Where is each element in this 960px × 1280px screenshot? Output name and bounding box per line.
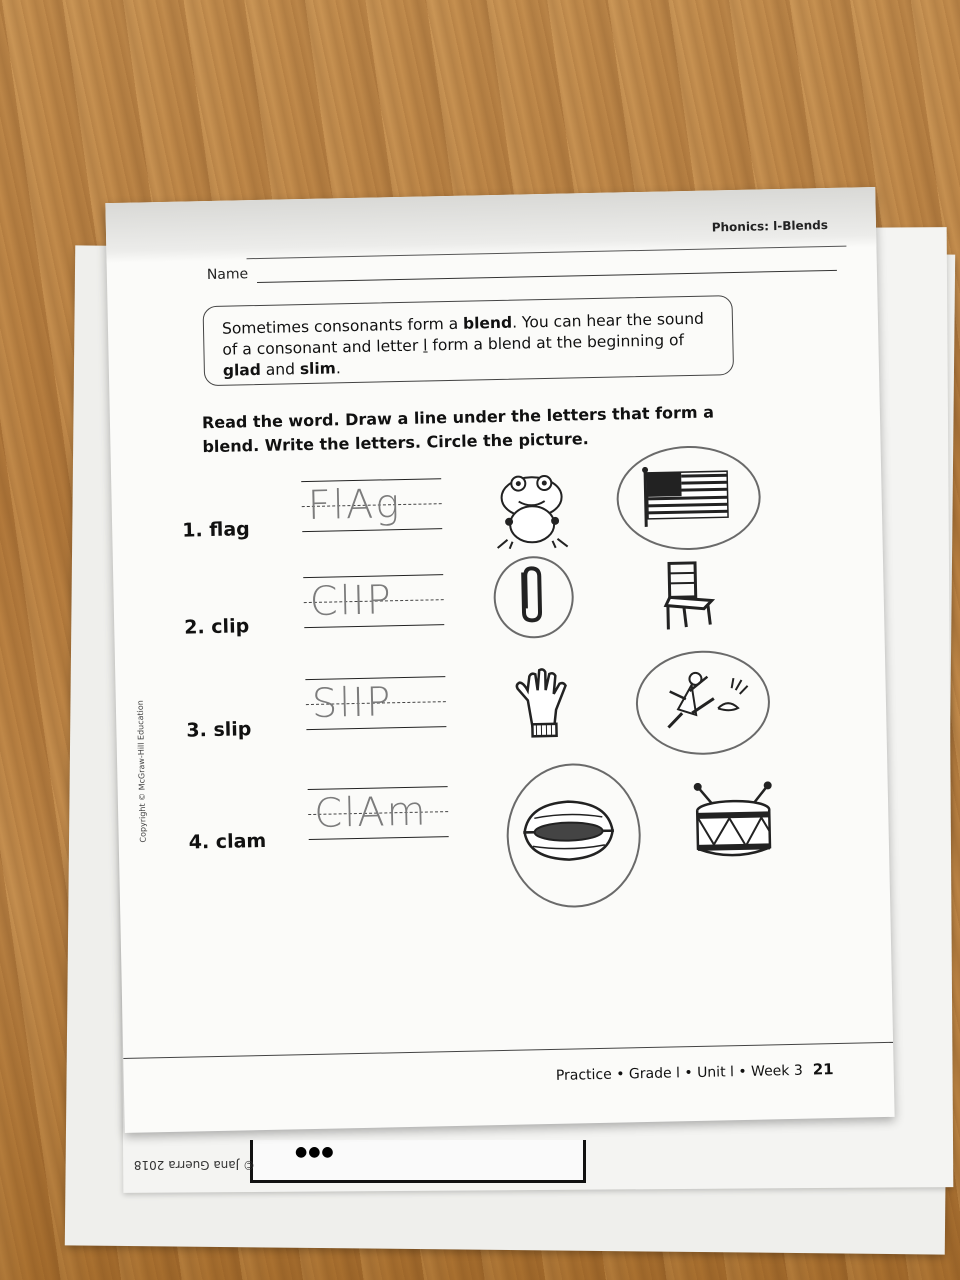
topic-label: Phonics: l-Blends [711,218,829,235]
clam-icon[interactable] [518,795,619,867]
item-2-write-area[interactable] [303,574,444,627]
flag-icon[interactable] [641,465,732,527]
chair-icon[interactable] [661,560,722,631]
worksheet-page [105,187,894,1133]
item-3-label: 3. slip [186,718,252,742]
item-2-label: 2. clip [184,615,250,639]
info-word-glad: glad [222,360,262,380]
item-2-handwriting: ClIP [309,577,394,625]
slipping-person-icon[interactable] [655,668,752,736]
item-4-handwriting: ClAm [313,788,429,837]
name-line[interactable] [257,270,837,283]
copyright: Copyright © McGraw-Hill Education [135,700,148,843]
info-text: and [260,360,301,379]
item-4-label: 4. clam [188,829,267,854]
drum-icon[interactable] [688,781,780,863]
item-3-write-area[interactable] [305,676,446,729]
info-letter-l: l [422,336,428,355]
item-3-handwriting: SlIP [311,679,393,727]
page-number: 21 [812,1060,834,1079]
paperclip-icon[interactable] [513,564,550,625]
glove-icon[interactable] [513,665,574,738]
instructions: Read the word. Draw a line under the letters that form a blend. Write the letters. Circle the picture. [201,402,715,457]
name-label: Name [206,266,249,284]
item-1-label: 1. flag [181,518,250,542]
item-4-write-area[interactable] [308,786,449,839]
info-text: . [335,359,341,378]
footer-rule [123,1042,893,1059]
underlying-strip [250,1140,586,1183]
info-text: Sometimes consonants form a [221,314,464,338]
info-word-slim: slim [299,359,337,379]
item-1-write-area[interactable] [301,478,442,531]
item-1-handwriting: FlAg [307,481,402,529]
info-bold-blend: blend [462,313,513,333]
dots-icon: ●●● [295,1144,335,1160]
underlying-credit: © Jana Guerra 2018 [133,1158,255,1172]
info-text: . You can hear the sound of a consonant and letter [222,309,705,359]
info-box [203,295,735,386]
footer-text: Practice • Grade l • Unit l • Week 3 [555,1062,803,1084]
footer [556,1060,834,1084]
info-text: form a blend at the beginning of [427,331,685,355]
frog-icon[interactable] [486,468,578,550]
